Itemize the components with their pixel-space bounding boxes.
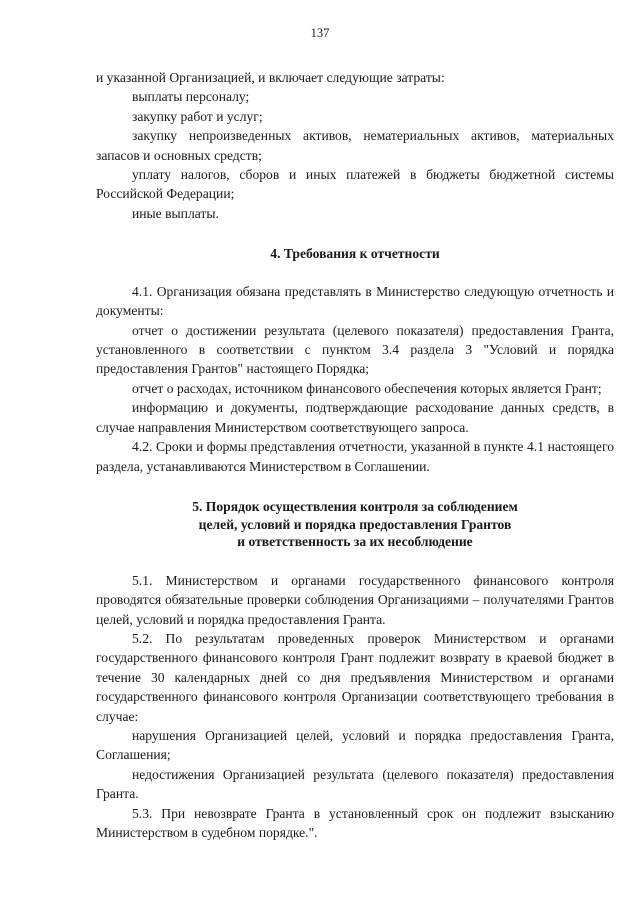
list-item-expense: закупку работ и услуг; bbox=[132, 108, 263, 124]
list-item-expense: выплаты персоналу; bbox=[132, 89, 250, 105]
section-4-heading: 4. Требования к отчетности bbox=[270, 246, 440, 262]
list-item-expense: закупку непроизведенных активов, нематериальных активов, материальных запасов и основных средств; bbox=[96, 128, 614, 163]
section-4-paragraph: 4.1. Организация обязана представлять в Министерство следующую отчетность и документы: bbox=[96, 283, 614, 319]
page-number: 137 bbox=[310, 26, 330, 40]
section-4-paragraph: отчет о достижении результата (целевого показателя) предоставления Гранта, установленного в соответствии с пунктом 3.4 раздела 3 "Условий и порядка предоставления Грантов" настоящего Порядка; bbox=[96, 322, 614, 377]
section-5-paragraph: недостижения Организацией результата (целевого показателя) предоставления Гранта. bbox=[96, 766, 614, 802]
list-item-expense: уплату налогов, сборов и иных платежей в бюджеты бюджетной системы Российской Федерации; bbox=[96, 167, 614, 202]
section-4-paragraph: отчет о расходах, источником финансового обеспечения которых является Грант; bbox=[132, 380, 602, 396]
section-4-paragraph: 4.2. Сроки и формы представления отчетности, указанной в пункте 4.1 настоящего раздела, устанавливаются Министерством в Соглашении. bbox=[96, 439, 614, 474]
section-5-paragraph: 5.1. Министерством и органами государственного финансового контроля проводятся обязательные проверки соблюдения Организациями – получателями Грантов целей, условий и порядка предоставления Гранта. bbox=[96, 572, 614, 627]
section-5-paragraph: нарушения Организацией целей, условий и порядка предоставления Гранта, Соглашения; bbox=[96, 727, 614, 763]
section-5-paragraph: 5.3. При невозврате Гранта в установленный срок он подлежит взысканию Министерством в судебном порядке.". bbox=[96, 805, 614, 840]
section-5-heading-line: 5. Порядок осуществления контроля за соблюдением bbox=[192, 498, 518, 514]
list-item-expense: иные выплаты. bbox=[132, 205, 219, 221]
section-5-heading-line: и ответственность за их несоблюдение bbox=[237, 534, 473, 550]
section-4-paragraph: информацию и документы, подтверждающие расходование данных средств, в случае направления Министерством соответствующего запроса. bbox=[96, 400, 614, 435]
intro-paragraph: и указанной Организацией, и включает следующие затраты: bbox=[96, 70, 445, 85]
section-5-heading bbox=[96, 498, 614, 551]
section-5-heading-line: целей, условий и порядка предоставления Грантов bbox=[198, 516, 512, 532]
section-5-paragraph: 5.2. По результатам проведенных проверок Министерством и органами государственного финансового контроля Грант подлежит возврату в краевой бюджет в течение 30 календарных дней со дня предъявления Министерством и органами государственного финансового контроля Организации соответствующего требования в случае: bbox=[96, 630, 614, 724]
document-body bbox=[96, 68, 614, 842]
